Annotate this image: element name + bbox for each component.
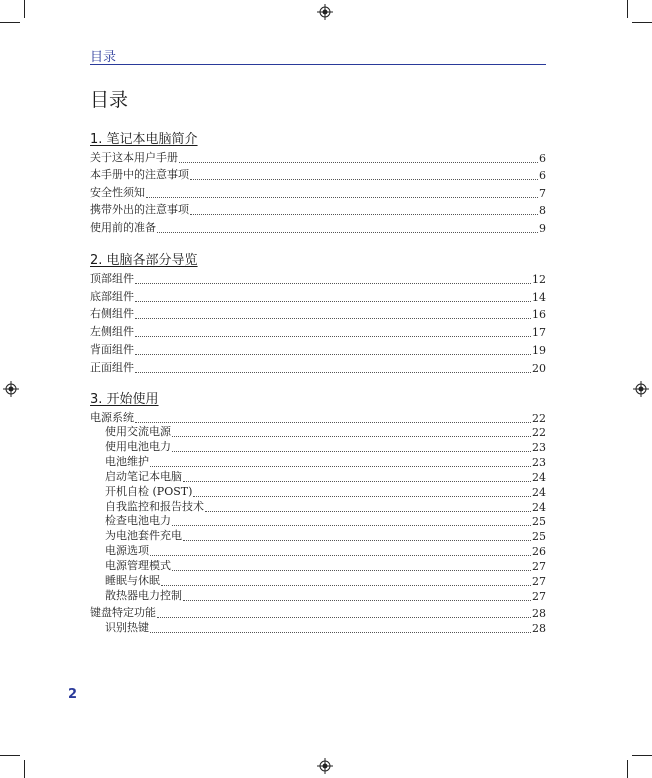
toc-entry-page: 17 [532, 326, 546, 339]
registration-mark-icon [633, 381, 649, 397]
leader-dots [190, 204, 538, 215]
toc-entry[interactable] [90, 220, 546, 235]
leader-dots [150, 622, 531, 633]
leader-dots [135, 326, 531, 337]
leader-dots [183, 590, 531, 601]
toc-entry-label: 散热器电力控制 [105, 589, 182, 602]
section-heading[interactable]: 2. 电脑各部分导览 [90, 253, 198, 268]
toc-entry-label: 使用前的准备 [90, 221, 156, 234]
toc-entry-page: 12 [532, 273, 546, 286]
toc-subentry[interactable] [105, 543, 546, 558]
leader-dots [179, 152, 538, 163]
toc-entry-page: 8 [539, 204, 546, 217]
section-heading[interactable]: 3. 开始使用 [90, 392, 159, 407]
leader-dots [135, 344, 531, 355]
leader-dots [172, 515, 531, 526]
running-header [90, 46, 546, 65]
toc-entry-page: 28 [532, 607, 546, 620]
toc-entry-label: 左侧组件 [90, 325, 134, 338]
toc-entry-page: 7 [539, 187, 546, 200]
toc-entry-page: 27 [532, 560, 546, 573]
toc-entry-label: 检查电池电力 [105, 514, 171, 527]
page-title: 目录 [90, 89, 129, 111]
toc-subentry[interactable] [105, 573, 546, 588]
toc-entry[interactable] [90, 271, 546, 286]
toc-entry-page: 20 [532, 362, 546, 375]
leader-dots [150, 456, 531, 467]
toc-entry-label: 安全性须知 [90, 186, 145, 199]
toc-entry-page: 22 [532, 412, 546, 425]
toc-entry-label: 电源系统 [90, 411, 134, 424]
registration-mark-icon [3, 381, 19, 397]
crop-mark [632, 22, 652, 23]
toc-entry[interactable] [90, 289, 546, 304]
toc-entry-page: 25 [532, 515, 546, 528]
toc-entry-page: 25 [532, 530, 546, 543]
registration-mark-icon [317, 758, 333, 774]
toc-entry[interactable] [90, 360, 546, 375]
toc-entry-label: 右侧组件 [90, 307, 134, 320]
toc-entry-label: 电源管理模式 [105, 559, 171, 572]
leader-dots [161, 575, 531, 586]
toc-entry-page: 14 [532, 291, 546, 304]
toc-entry-label: 电源选项 [105, 544, 149, 557]
toc-entry-label: 使用交流电源 [105, 425, 171, 438]
toc-entry[interactable] [90, 202, 546, 217]
toc-entry-page: 24 [532, 486, 546, 499]
toc-entry-label: 关于这本用户手册 [90, 151, 178, 164]
toc-entry-label: 识别热键 [105, 621, 149, 634]
page-number: 2 [68, 687, 78, 702]
toc-subentry[interactable] [105, 484, 546, 499]
toc-entry-page: 19 [532, 344, 546, 357]
leader-dots [183, 530, 531, 541]
leader-dots [193, 486, 531, 497]
toc-entry[interactable] [90, 167, 546, 182]
toc-entry-page: 6 [539, 169, 546, 182]
leader-dots [172, 426, 531, 437]
leader-dots [205, 501, 531, 512]
toc-entry-page: 23 [532, 456, 546, 469]
toc-entry-label: 键盘特定功能 [90, 606, 156, 619]
toc-entry-page: 26 [532, 545, 546, 558]
crop-mark [0, 22, 20, 23]
registration-mark-icon [317, 4, 333, 20]
leader-dots [135, 273, 531, 284]
crop-mark [627, 760, 628, 778]
toc-entry-label: 使用电池电力 [105, 440, 171, 453]
toc-entry-label: 本手册中的注意事项 [90, 168, 189, 181]
leader-dots [135, 291, 531, 302]
toc-entry-page: 9 [539, 222, 546, 235]
leader-dots [135, 412, 531, 423]
toc-subentry[interactable] [105, 424, 546, 439]
leader-dots [135, 362, 531, 373]
crop-mark [24, 760, 25, 778]
leader-dots [157, 222, 538, 233]
leader-dots [190, 169, 538, 180]
toc-entry-label: 为电池套件充电 [105, 529, 182, 542]
toc-entry-label: 顶部组件 [90, 272, 134, 285]
crop-mark [0, 755, 20, 756]
toc-entry-page: 27 [532, 575, 546, 588]
leader-dots [183, 471, 531, 482]
toc-entry-page: 24 [532, 471, 546, 484]
crop-mark [632, 755, 652, 756]
toc-subentry[interactable] [105, 439, 546, 454]
toc-entry-label: 底部组件 [90, 290, 134, 303]
crop-mark [24, 0, 25, 18]
header-title: 目录 [90, 50, 117, 65]
toc-subentry[interactable] [105, 620, 546, 635]
toc-subentry[interactable] [105, 528, 546, 543]
toc-entry-label: 开机自检 (POST) [105, 485, 193, 498]
leader-dots [146, 187, 538, 198]
toc-subentry[interactable] [105, 454, 546, 469]
toc-subentry[interactable] [105, 499, 546, 514]
leader-dots [135, 308, 531, 319]
toc-entry-label: 睡眠与休眠 [105, 574, 160, 587]
toc-subentry[interactable] [105, 558, 546, 573]
toc-subentry[interactable] [105, 513, 546, 528]
leader-dots [172, 560, 531, 571]
toc-entry[interactable] [90, 342, 546, 357]
toc-entry-page: 23 [532, 441, 546, 454]
toc-subentry[interactable] [105, 469, 546, 484]
toc-entry-label: 携带外出的注意事项 [90, 203, 189, 216]
leader-dots [172, 441, 531, 452]
toc-entry[interactable] [90, 324, 546, 339]
toc-entry-page: 6 [539, 152, 546, 165]
leader-dots [157, 607, 531, 618]
toc-entry-page: 24 [532, 501, 546, 514]
toc-entry-page: 27 [532, 590, 546, 603]
toc-entry-page: 16 [532, 308, 546, 321]
toc-entry[interactable] [90, 605, 546, 620]
toc-entry-label: 自我监控和报告技术 [105, 500, 204, 513]
toc-entry-page: 22 [532, 426, 546, 439]
toc-entry[interactable] [90, 306, 546, 321]
toc-entry-page: 28 [532, 622, 546, 635]
toc-entry-label: 正面组件 [90, 361, 134, 374]
toc-entry-label: 电池维护 [105, 455, 149, 468]
toc-entry[interactable] [90, 185, 546, 200]
toc-entry-label: 背面组件 [90, 343, 134, 356]
toc-subentry[interactable] [105, 588, 546, 603]
toc-entry-label: 启动笔记本电脑 [105, 470, 182, 483]
crop-mark [627, 0, 628, 18]
leader-dots [150, 545, 531, 556]
toc-entry[interactable] [90, 150, 546, 165]
section-heading[interactable]: 1. 笔记本电脑简介 [90, 132, 198, 147]
